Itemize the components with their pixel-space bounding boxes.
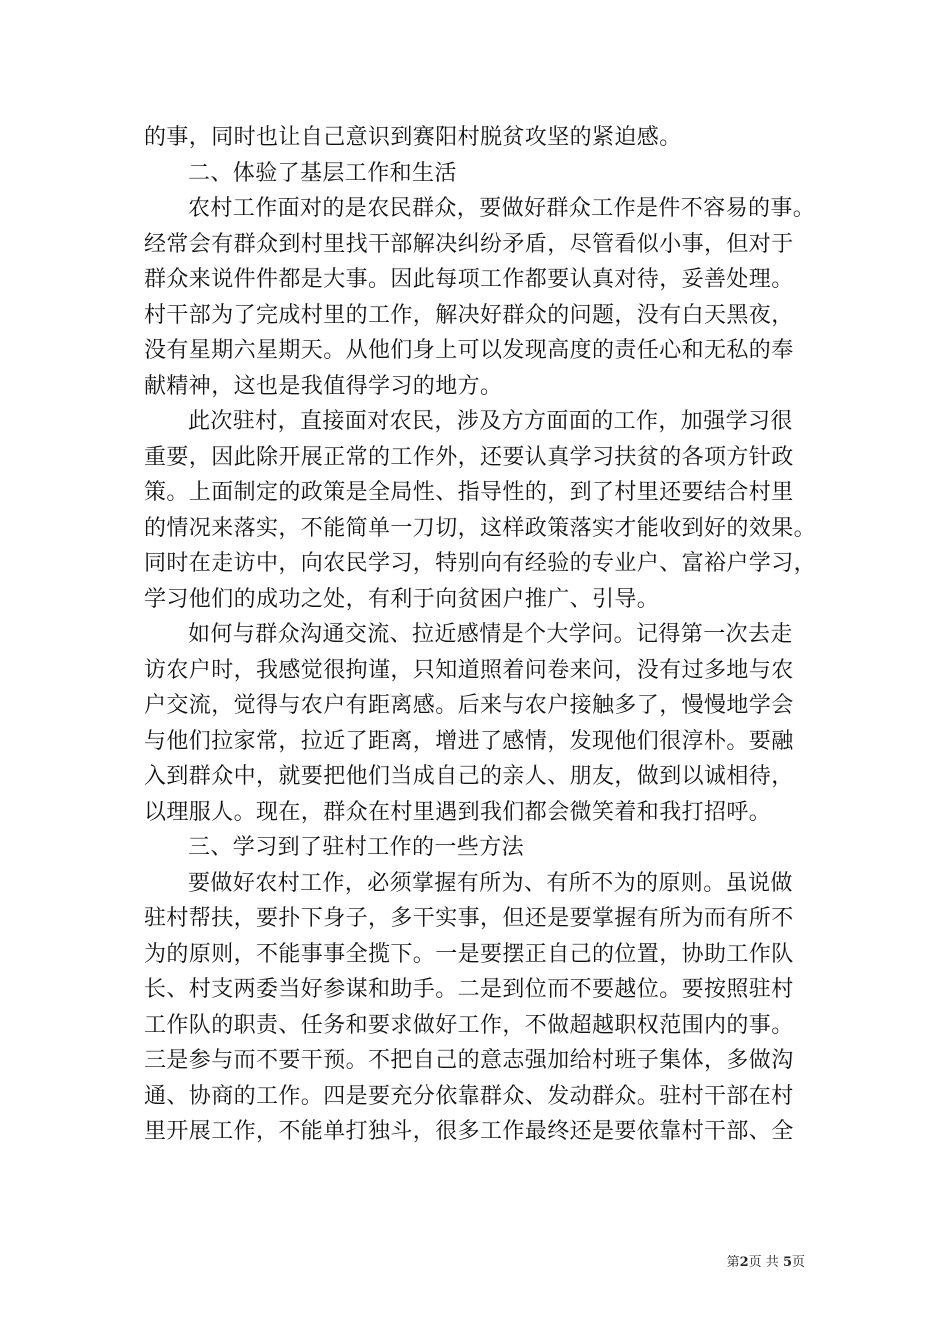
text-line: 农村工作面对的是农民群众，要做好群众工作是件不容易的事。 (188, 196, 816, 221)
footer-middle: 页 共 (748, 1255, 779, 1270)
text-line: 二、体验了基层工作和生活 (188, 160, 457, 186)
text-line: 重要，因此除开展正常的工作外，还要认真学习扶贫的各项方针政 (144, 444, 794, 470)
text-line: 入到群众中，就要把他们当成自己的亲人、朋友，做到以诚相待， (144, 764, 794, 789)
text-line: 学习他们的成功之处，有利于向贫困户推广、引导。 (144, 586, 660, 612)
text-line: 没有星期六星期天。从他们身上可以发现高度的责任心和无私的奉 (144, 338, 794, 363)
text-line: 三、学习到了驻村工作的一些方法 (188, 835, 525, 860)
text-line: 的事，同时也让自己意识到赛阳村脱贫攻坚的紧迫感。 (144, 125, 682, 150)
footer-total-pages: 5 (782, 1255, 792, 1270)
text-line: 此次驻村，直接面对农民，涉及方方面面的工作，加强学习很 (188, 409, 793, 434)
text-line: 要做好农村工作，必须掌握有所为、有所不为的原则。虽说做 (188, 870, 793, 896)
text-line: 长、村支两委当好参谋和助手。二是到位而不要越位。要按照驻村 (144, 977, 794, 1002)
text-line: 的情况来落实，不能简单一刀切，这样政策落实才能收到好的效果。 (144, 515, 817, 541)
text-line: 如何与群众沟通交流、拉近感情是个大学问。记得第一次去走 (188, 622, 793, 647)
text-line: 里开展工作，不能单打独斗，很多工作最终还是要依靠村干部、全 (144, 1119, 794, 1144)
text-line: 为的原则，不能事事全揽下。一是要摆正自己的位置，协助工作队 (144, 941, 794, 967)
page-footer (727, 1251, 805, 1270)
text-line: 献精神，这也是我值得学习的地方。 (144, 373, 503, 399)
text-line: 与他们拉家常，拉近了距离，增进了感情，发现他们很淳朴。要融 (144, 728, 794, 754)
text-line: 户交流，觉得与农户有距离感。后来与农户接触多了，慢慢地学会 (144, 693, 794, 718)
footer-suffix: 页 (791, 1255, 805, 1270)
text-line: 访农户时，我感觉很拘谨，只知道照着问卷来问，没有过多地与农 (144, 657, 794, 683)
document-body (144, 120, 817, 1150)
text-line: 通、协商的工作。四是要充分依靠群众、发动群众。驻村干部在村 (144, 1083, 794, 1109)
text-line: 村干部为了完成村里的工作，解决好群众的问题，没有白天黑夜， (144, 302, 794, 328)
text-line: 三是参与而不要干预。不把自己的意志强加给村班子集体，多做沟 (144, 1048, 794, 1073)
footer-current-page: 2 (739, 1255, 749, 1270)
text-line: 驻村帮扶，要扑下身子，多干实事，但还是要掌握有所为而有所不 (144, 906, 794, 931)
text-line: 同时在走访中，向农民学习，特别向有经验的专业户、富裕户学习， (144, 551, 817, 576)
text-line: 群众来说件件都是大事。因此每项工作都要认真对待，妥善处理。 (144, 267, 794, 292)
text-line: 以理服人。现在，群众在村里遇到我们都会微笑着和我打招呼。 (144, 799, 772, 825)
text-line: 经常会有群众到村里找干部解决纠纷矛盾，尽管看似小事，但对于 (144, 231, 794, 257)
text-line: 策。上面制定的政策是全局性、指导性的，到了村里还要结合村里 (144, 480, 794, 505)
text-line: 工作队的职责、任务和要求做好工作，不做超越职权范围内的事。 (144, 1012, 794, 1038)
footer-prefix: 第 (726, 1255, 740, 1270)
